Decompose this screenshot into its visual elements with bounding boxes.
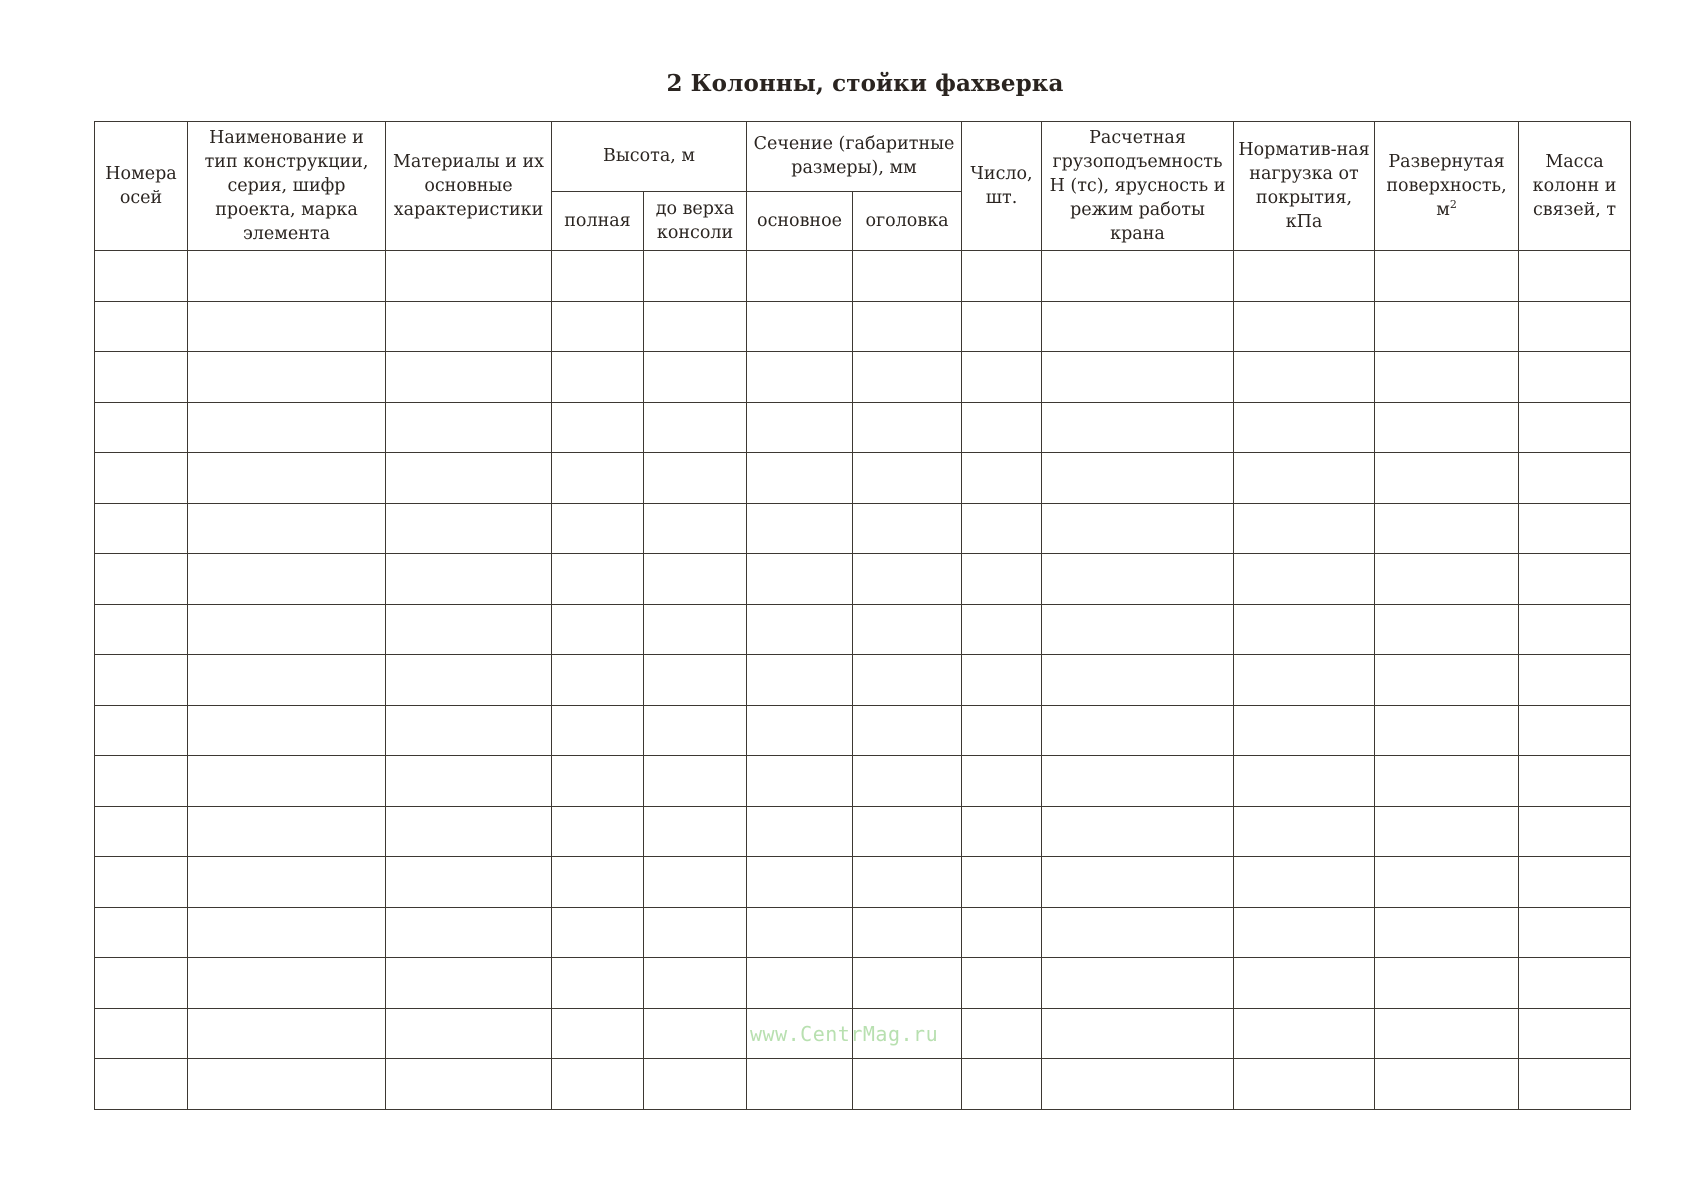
- table-cell[interactable]: [962, 604, 1042, 655]
- table-cell[interactable]: [644, 604, 747, 655]
- table-cell[interactable]: [1234, 705, 1375, 756]
- table-cell[interactable]: [188, 756, 386, 807]
- table-cell[interactable]: [1234, 604, 1375, 655]
- table-cell[interactable]: [95, 251, 188, 302]
- table-cell[interactable]: [1519, 604, 1631, 655]
- table-cell[interactable]: [747, 453, 853, 504]
- table-cell[interactable]: [747, 705, 853, 756]
- table-cell[interactable]: [1234, 907, 1375, 958]
- table-cell[interactable]: [188, 907, 386, 958]
- table-row: [95, 251, 1631, 302]
- header-surface-area-sup: 2: [1449, 198, 1457, 212]
- table-cell[interactable]: [1234, 503, 1375, 554]
- header-count: Число, шт.: [962, 122, 1042, 251]
- table-cell[interactable]: [1234, 1008, 1375, 1059]
- table-cell[interactable]: [188, 857, 386, 908]
- table-cell[interactable]: [853, 503, 962, 554]
- table-cell[interactable]: [1519, 503, 1631, 554]
- table-cell[interactable]: [644, 301, 747, 352]
- table-cell[interactable]: [1042, 907, 1234, 958]
- table-cell[interactable]: [1234, 806, 1375, 857]
- table-cell[interactable]: [552, 352, 644, 403]
- table-row: [95, 352, 1631, 403]
- table-cell[interactable]: [386, 503, 552, 554]
- table-cell[interactable]: [962, 1059, 1042, 1110]
- table-cell[interactable]: [95, 352, 188, 403]
- table-cell[interactable]: [552, 705, 644, 756]
- table-cell[interactable]: [95, 857, 188, 908]
- table-cell[interactable]: [552, 857, 644, 908]
- table-cell[interactable]: [644, 352, 747, 403]
- table-cell[interactable]: [1375, 806, 1519, 857]
- table-cell[interactable]: [95, 402, 188, 453]
- table-cell[interactable]: [962, 352, 1042, 403]
- table-cell[interactable]: [644, 402, 747, 453]
- table-cell[interactable]: [1375, 453, 1519, 504]
- table-cell[interactable]: [747, 655, 853, 706]
- table-row: [95, 1059, 1631, 1110]
- table-cell[interactable]: [1234, 352, 1375, 403]
- table-cell[interactable]: [1042, 554, 1234, 605]
- table-cell[interactable]: [962, 705, 1042, 756]
- table-row: [95, 958, 1631, 1009]
- table-cell[interactable]: [1042, 604, 1234, 655]
- table-cell[interactable]: [95, 958, 188, 1009]
- table-cell[interactable]: [552, 756, 644, 807]
- table-cell[interactable]: [644, 756, 747, 807]
- table-row: [95, 554, 1631, 605]
- table-cell[interactable]: [1234, 402, 1375, 453]
- table-cell[interactable]: [552, 1059, 644, 1110]
- table-cell[interactable]: [853, 756, 962, 807]
- table-cell[interactable]: [1519, 352, 1631, 403]
- table-cell[interactable]: [747, 352, 853, 403]
- table-cell[interactable]: [1234, 958, 1375, 1009]
- table-cell[interactable]: [386, 857, 552, 908]
- table-cell[interactable]: [644, 453, 747, 504]
- table-cell[interactable]: [962, 806, 1042, 857]
- table-cell[interactable]: [1042, 857, 1234, 908]
- table-row: [95, 301, 1631, 352]
- table-cell[interactable]: [1519, 857, 1631, 908]
- table-cell[interactable]: [1375, 503, 1519, 554]
- header-roof-load: Норматив-ная нагрузка от покрытия, кПа: [1234, 122, 1375, 251]
- table-cell[interactable]: [853, 857, 962, 908]
- table-cell[interactable]: [386, 402, 552, 453]
- table-cell[interactable]: [1042, 402, 1234, 453]
- table-cell[interactable]: [644, 907, 747, 958]
- table-cell[interactable]: [552, 554, 644, 605]
- table-cell[interactable]: [1042, 453, 1234, 504]
- table-cell[interactable]: [853, 251, 962, 302]
- table-cell[interactable]: [188, 352, 386, 403]
- table-cell[interactable]: [1375, 655, 1519, 706]
- table-cell[interactable]: [962, 301, 1042, 352]
- table-cell[interactable]: [1375, 958, 1519, 1009]
- table-cell[interactable]: [552, 958, 644, 1009]
- table-cell[interactable]: [644, 655, 747, 706]
- table-cell[interactable]: [1234, 1059, 1375, 1110]
- table-cell[interactable]: [386, 604, 552, 655]
- table-cell[interactable]: [1375, 1059, 1519, 1110]
- table-cell[interactable]: [1375, 705, 1519, 756]
- table-cell[interactable]: [1519, 907, 1631, 958]
- table-cell[interactable]: [747, 251, 853, 302]
- table-cell[interactable]: [386, 655, 552, 706]
- table-cell[interactable]: [747, 402, 853, 453]
- table-cell[interactable]: [95, 806, 188, 857]
- table-cell[interactable]: [853, 705, 962, 756]
- table-cell[interactable]: [1234, 857, 1375, 908]
- header-row-1: [95, 122, 1631, 192]
- table-cell[interactable]: [1519, 756, 1631, 807]
- table-cell[interactable]: [644, 806, 747, 857]
- table-cell[interactable]: [747, 756, 853, 807]
- header-height-full: полная: [552, 191, 644, 250]
- table-cell[interactable]: [853, 554, 962, 605]
- table-cell[interactable]: [1234, 301, 1375, 352]
- table-cell[interactable]: [1519, 806, 1631, 857]
- table-cell[interactable]: [386, 251, 552, 302]
- table-cell[interactable]: [962, 554, 1042, 605]
- table-cell[interactable]: [1375, 756, 1519, 807]
- table-cell[interactable]: [853, 655, 962, 706]
- table-cell[interactable]: [95, 655, 188, 706]
- header-surface-area-text: Развернутая поверхность, м: [1386, 152, 1507, 220]
- header-axes-numbers: Номера осей: [95, 122, 188, 251]
- table-cell[interactable]: [853, 402, 962, 453]
- table-cell[interactable]: [644, 554, 747, 605]
- table-cell[interactable]: [1375, 604, 1519, 655]
- header-materials: Материалы и их основные характеристики: [386, 122, 552, 251]
- table-cell[interactable]: [552, 453, 644, 504]
- table-cell[interactable]: [386, 554, 552, 605]
- table-cell[interactable]: [747, 1059, 853, 1110]
- table-cell[interactable]: [853, 1059, 962, 1110]
- table-cell[interactable]: [1519, 554, 1631, 605]
- table-cell[interactable]: [747, 554, 853, 605]
- table-cell[interactable]: [552, 655, 644, 706]
- table-cell[interactable]: [552, 503, 644, 554]
- table-cell[interactable]: [1519, 251, 1631, 302]
- table-cell[interactable]: [188, 402, 386, 453]
- header-section: Сечение (габаритные размеры), мм: [747, 122, 962, 192]
- table-row: [95, 655, 1631, 706]
- table-cell[interactable]: [1375, 554, 1519, 605]
- table-cell[interactable]: [1234, 453, 1375, 504]
- table-cell[interactable]: [962, 453, 1042, 504]
- table-cell[interactable]: [188, 554, 386, 605]
- table-cell[interactable]: [962, 655, 1042, 706]
- table-cell[interactable]: [853, 907, 962, 958]
- table-cell[interactable]: [962, 958, 1042, 1009]
- table-cell[interactable]: [188, 251, 386, 302]
- table-cell[interactable]: [386, 301, 552, 352]
- table-cell[interactable]: [552, 402, 644, 453]
- table-row: [95, 503, 1631, 554]
- table-cell[interactable]: [853, 453, 962, 504]
- table-row: [95, 453, 1631, 504]
- table-cell[interactable]: [1519, 453, 1631, 504]
- table-cell[interactable]: [1234, 251, 1375, 302]
- table-cell[interactable]: [1375, 402, 1519, 453]
- table-cell[interactable]: [1519, 402, 1631, 453]
- table-cell[interactable]: [1519, 958, 1631, 1009]
- table-cell[interactable]: [1375, 857, 1519, 908]
- table-cell[interactable]: [747, 604, 853, 655]
- table-cell[interactable]: [1234, 655, 1375, 706]
- table-row: [95, 756, 1631, 807]
- table-cell[interactable]: [386, 352, 552, 403]
- columns-form-table: [94, 121, 1631, 1110]
- table-cell[interactable]: [1519, 1008, 1631, 1059]
- table-cell[interactable]: [962, 251, 1042, 302]
- table-cell[interactable]: [747, 806, 853, 857]
- table-cell[interactable]: [552, 604, 644, 655]
- table-cell[interactable]: [644, 705, 747, 756]
- table-cell[interactable]: [644, 503, 747, 554]
- table-row: [95, 857, 1631, 908]
- table-cell[interactable]: [644, 857, 747, 908]
- table-cell[interactable]: [962, 857, 1042, 908]
- header-crane-capacity: Расчетная грузоподъемность Н (тс), ярусность и режим работы крана: [1042, 122, 1234, 251]
- table-row: [95, 907, 1631, 958]
- header-section-main: основное: [747, 191, 853, 250]
- table-cell[interactable]: [188, 503, 386, 554]
- header-name-type: Наименование и тип конструкции, серия, шифр проекта, марка элемента: [188, 122, 386, 251]
- table-cell[interactable]: [386, 907, 552, 958]
- table-cell[interactable]: [1042, 806, 1234, 857]
- header-height: Высота, м: [552, 122, 747, 192]
- header-section-head: оголовка: [853, 191, 962, 250]
- table-cell[interactable]: [747, 907, 853, 958]
- table-cell[interactable]: [853, 301, 962, 352]
- table-cell[interactable]: [386, 806, 552, 857]
- table-cell[interactable]: [552, 806, 644, 857]
- table-cell[interactable]: [95, 907, 188, 958]
- table-row: [95, 705, 1631, 756]
- table-cell[interactable]: [386, 705, 552, 756]
- table-cell[interactable]: [962, 756, 1042, 807]
- table-cell[interactable]: [1375, 301, 1519, 352]
- table-cell[interactable]: [95, 1059, 188, 1110]
- table-row: [95, 806, 1631, 857]
- table-cell[interactable]: [853, 352, 962, 403]
- table-cell[interactable]: [1375, 251, 1519, 302]
- table-cell[interactable]: [1234, 554, 1375, 605]
- table-cell[interactable]: [747, 857, 853, 908]
- table-cell[interactable]: [1375, 1008, 1519, 1059]
- table-cell[interactable]: [1042, 301, 1234, 352]
- table-cell[interactable]: [188, 604, 386, 655]
- table-cell[interactable]: [95, 503, 188, 554]
- table-cell[interactable]: [188, 958, 386, 1009]
- table-cell[interactable]: [1042, 1008, 1234, 1059]
- table-cell[interactable]: [95, 301, 188, 352]
- table-cell[interactable]: [1375, 352, 1519, 403]
- table-cell[interactable]: [747, 503, 853, 554]
- table-cell[interactable]: [962, 907, 1042, 958]
- table-cell[interactable]: [1519, 655, 1631, 706]
- table-cell[interactable]: [552, 907, 644, 958]
- table-cell[interactable]: [1519, 301, 1631, 352]
- header-mass: Масса колонн и связей, т: [1519, 122, 1631, 251]
- table-cell[interactable]: [552, 251, 644, 302]
- table-cell[interactable]: [853, 958, 962, 1009]
- table-cell[interactable]: [1042, 958, 1234, 1009]
- table-cell[interactable]: [95, 705, 188, 756]
- table-cell[interactable]: [95, 554, 188, 605]
- table-cell[interactable]: [552, 301, 644, 352]
- table-cell[interactable]: [386, 958, 552, 1009]
- table-cell[interactable]: [1042, 1059, 1234, 1110]
- table-cell[interactable]: [386, 1059, 552, 1110]
- table-cell[interactable]: [188, 301, 386, 352]
- table-cell[interactable]: [962, 402, 1042, 453]
- table-cell[interactable]: [1375, 907, 1519, 958]
- table-cell[interactable]: [95, 1008, 188, 1059]
- table-cell[interactable]: [747, 301, 853, 352]
- table-cell[interactable]: [188, 1008, 386, 1059]
- table-cell[interactable]: [747, 958, 853, 1009]
- table-body: [95, 251, 1631, 1110]
- table-cell[interactable]: [1042, 503, 1234, 554]
- table-cell[interactable]: [386, 1008, 552, 1059]
- table-cell[interactable]: [188, 705, 386, 756]
- table-cell[interactable]: [1042, 655, 1234, 706]
- table-cell[interactable]: [962, 1008, 1042, 1059]
- table-cell[interactable]: [188, 655, 386, 706]
- header-height-console: до верха консоли: [644, 191, 747, 250]
- table-cell[interactable]: [1042, 705, 1234, 756]
- table-cell[interactable]: [188, 806, 386, 857]
- table-cell[interactable]: [1042, 756, 1234, 807]
- table-cell[interactable]: [552, 1008, 644, 1059]
- table-cell[interactable]: [644, 958, 747, 1009]
- page-title: 2 Колонны, стойки фахверка: [666, 70, 1064, 97]
- table-cell[interactable]: [95, 604, 188, 655]
- table-row: [95, 604, 1631, 655]
- table-cell[interactable]: [1519, 1059, 1631, 1110]
- table-cell[interactable]: [95, 756, 188, 807]
- table-cell[interactable]: [644, 1008, 747, 1059]
- table-cell[interactable]: [95, 453, 188, 504]
- table-cell[interactable]: [853, 604, 962, 655]
- table-cell[interactable]: [644, 1059, 747, 1110]
- table-cell[interactable]: [1042, 251, 1234, 302]
- table-row: [95, 402, 1631, 453]
- watermark: www.CentrMag.ru: [750, 1022, 939, 1046]
- table-cell[interactable]: [188, 1059, 386, 1110]
- table-cell[interactable]: [188, 453, 386, 504]
- table-cell[interactable]: [1519, 705, 1631, 756]
- table-cell[interactable]: [962, 503, 1042, 554]
- table-cell[interactable]: [1042, 352, 1234, 403]
- table-cell[interactable]: [853, 806, 962, 857]
- header-surface-area: [1375, 122, 1519, 251]
- table-cell[interactable]: [1234, 756, 1375, 807]
- table-cell[interactable]: [644, 251, 747, 302]
- table-cell[interactable]: [386, 453, 552, 504]
- table-cell[interactable]: [386, 756, 552, 807]
